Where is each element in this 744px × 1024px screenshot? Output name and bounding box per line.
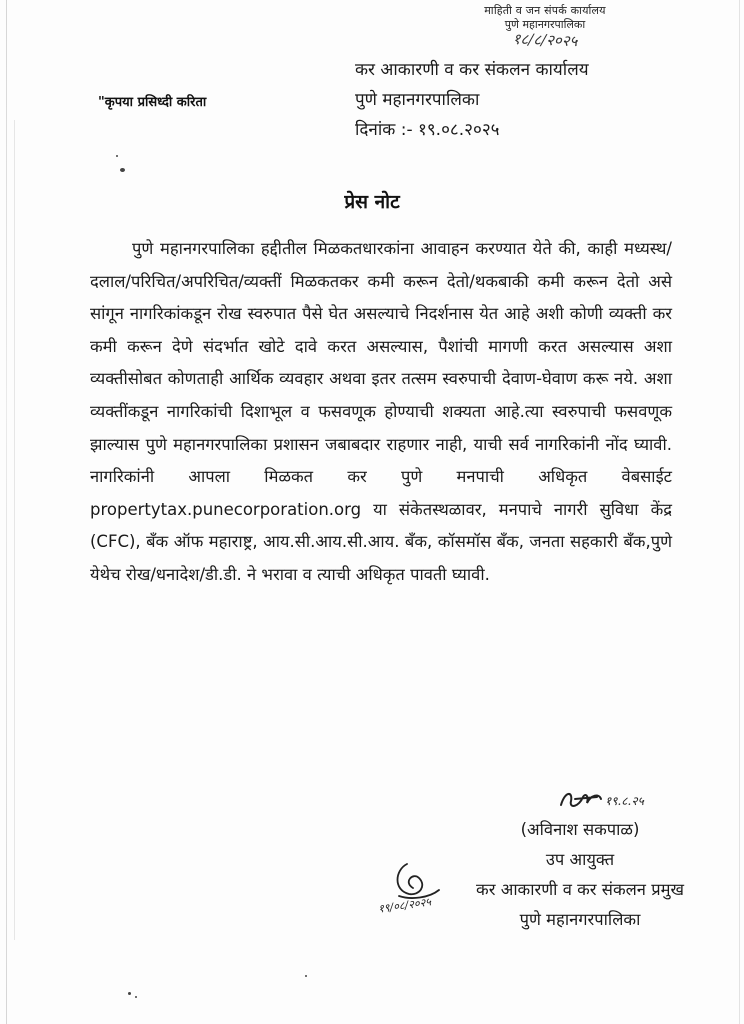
signatory-organization: पुणे महानगरपालिका [519,910,641,929]
scan-speck [135,996,137,998]
stamp-office-name: माहिती व जन संपर्क कार्यालय [484,4,606,17]
signatory-name: (अविनाश सकपाळ) [520,820,640,839]
signature-date: १९.८.२५ [605,794,644,808]
scan-speck [120,168,125,172]
receipt-stamp [445,4,645,51]
stamp-organization: पुणे महानगरपालिका [504,18,586,31]
press-note-body [90,233,672,592]
office-header [355,55,715,145]
signatory-department: कर आकारणी व कर संकलन प्रमुख [476,880,684,899]
scan-edge-left [6,0,7,1024]
page-title: प्रेस नोट [344,191,400,213]
body-paragraph: पुणे महानगरपालिका हद्दीतील मिळकतधारकांना आवाहन करण्यात येते की, काही मध्यस्थ/दलाल/परिचित/अपरिचित/व्यक्तीं मिळकतकर कमी करून देतो/थकबाकी कमी करून देतो असे सांगून नागरिकांकडून रोख स्वरुपात पैसे घेत असल्याचे निदर्शनास येत आहे अशी कोणी व्यक्ती कर कमी करून देणे संदर्भात खोटे दावे करत असल्यास, पैशांची मागणी करत असल्यास अशा व्यक्तीसोबत कोणताही आर्थिक व्यवहार अथवा इतर तत्सम स्वरुपाची देवाण-घेवाण करू नये. अशा व्यक्तींकडून नागरिकांची दिशाभूल व फसवणूक होण्याची शक्यता आहे.त्या स्वरुपाची फसवणूक झाल्यास पुणे महानगरपालिका प्रशासन जबाबदार राहणार नाही, याची सर्व नागरिकांनी नोंद घ्यावी. नागरिकांनी आपला मिळकत कर पुणे मनपाची अधिकृत वेबसाईट propertytax.punecorporation.org या संकेतस्थळावर, मनपाचे नागरी सुविधा केंद्र (CFC), बँक ऑफ महाराष्ट्र, आय.सी.आय.सी.आय. बँक, कॉसमॉस बँक, जनता सहकारी बँक,पुणे येथेच रोख/धनादेश/डी.डी. ने भरावा व त्याची अधिकृत पावती घ्यावी. [90,239,672,584]
scan-edge-line [14,120,15,940]
signatory-designation: उप आयुक्त [545,850,615,869]
stamp-handwritten-date: १८/८/२०२५ [512,29,578,51]
publication-request: "कृपया प्रसिध्दी करिता [98,95,207,110]
office-organization: पुणे महानगरपालिका [355,90,480,110]
scan-speck [305,975,307,977]
signatory-block [440,815,720,935]
office-name: कर आकारणी व कर संकलन कार्यालय [355,60,589,80]
scan-speck [128,992,131,995]
scan-edge-right [739,0,740,1024]
initials-date: १९/०८/२०२५ [377,895,432,916]
letter-date: दिनांक :- १९.०८.२०२५ [355,120,500,140]
scan-speck [116,155,118,157]
